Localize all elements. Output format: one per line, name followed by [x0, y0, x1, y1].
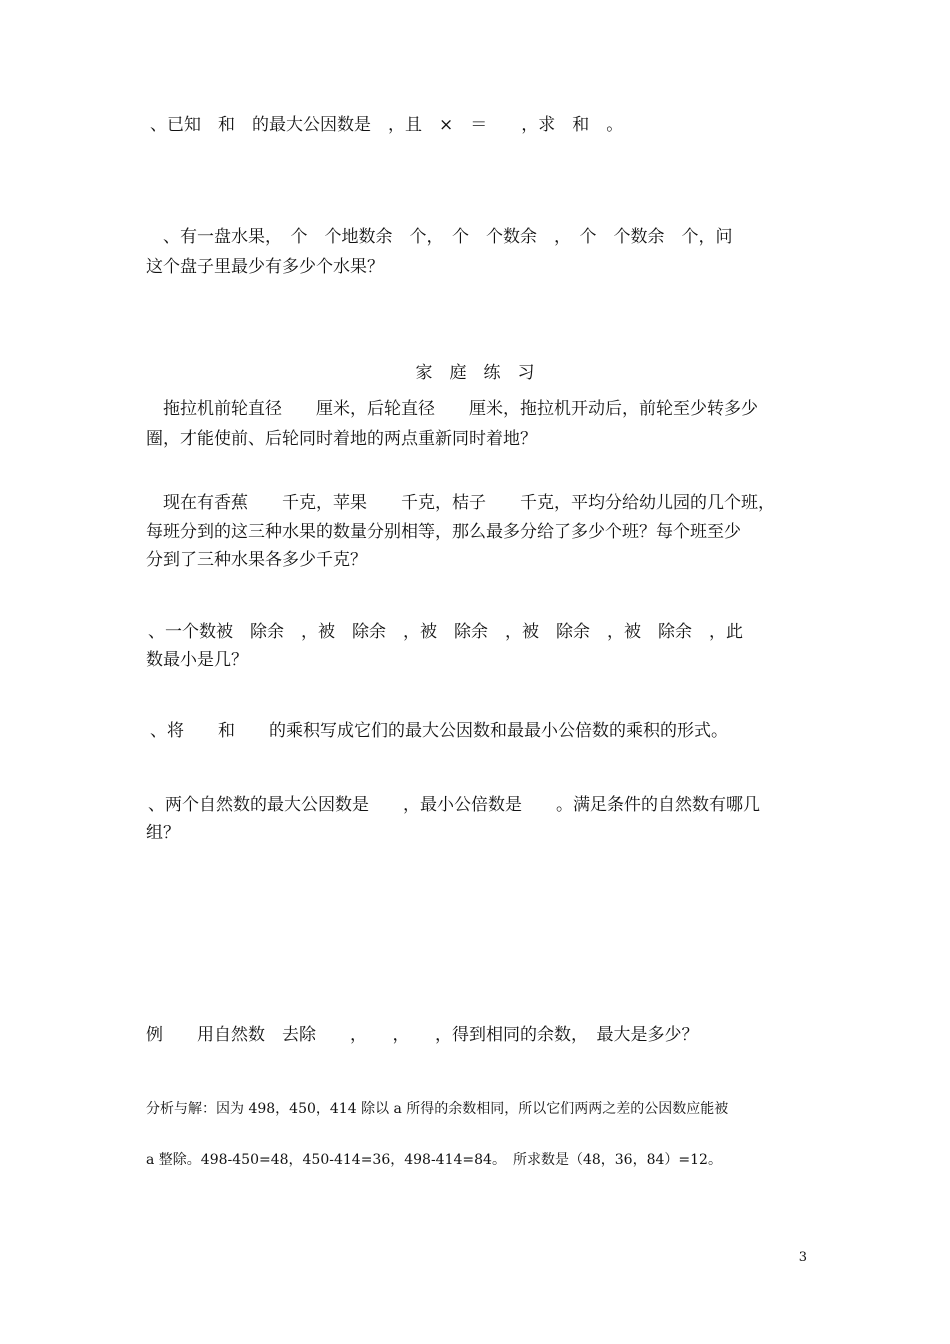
problem-natural-numbers-line1: 、两个自然数的最大公因数是 ，最小公倍数是 。满足条件的自然数有哪几 [148, 795, 760, 815]
problem-remainder-line2: 数最小是几？ [146, 650, 248, 670]
problem-fruit-plate-line1: 、有一盘水果， 个 个地数余 个， 个 个数余 ， 个 个数余 个，问 [146, 227, 733, 247]
problem-tractor-line1: 拖拉机前轮直径 厘米，后轮直径 厘米，拖拉机开动后，前轮至少转多少 [146, 399, 758, 419]
problem-fruit-classes-line3: 分到了三种水果各多少千克？ [146, 550, 367, 570]
problem-natural-numbers-line2: 组？ [146, 823, 180, 843]
analysis-line2: a 整除。498-450=48，450-414=36，498-414=84。 所求数是（48，36，84）=12。 [146, 1152, 722, 1168]
page-number: 3 [798, 1250, 807, 1265]
problem-fruit-classes-line2: 每班分到的这三种水果的数量分别相等，那么最多分给了多少个班？每个班至少 [146, 522, 741, 542]
problem-tractor-line2: 圈，才能使前、后轮同时着地的两点重新同时着地？ [146, 429, 537, 449]
problem-fruit-plate-line2: 这个盘子里最少有多少个水果？ [146, 257, 384, 277]
section-title-home-practice: 家 庭 练 习 [415, 363, 535, 383]
problem-gcd-product: 、已知 和 的最大公因数是 ，且 × ＝ ，求 和 。 [150, 115, 624, 135]
problem-remainder-line1: 、一个数被 除余 ，被 除余 ，被 除余 ，被 除余 ，被 除余 ，此 [148, 622, 743, 642]
example-problem: 例 用自然数 去除 ， ， ，得到相同的余数， 最大是多少？ [146, 1025, 699, 1045]
problem-product-form: 、将 和 的乘积写成它们的最大公因数和最最小公倍数的乘积的形式。 [150, 721, 728, 741]
problem-fruit-classes-line1: 现在有香蕉 千克，苹果 千克，桔子 千克，平均分给幼儿园的几个班， [146, 493, 775, 513]
analysis-line1: 分析与解：因为 498，450，414 除以 a 所得的余数相同，所以它们两两之差的公因数应能被 [146, 1101, 729, 1117]
